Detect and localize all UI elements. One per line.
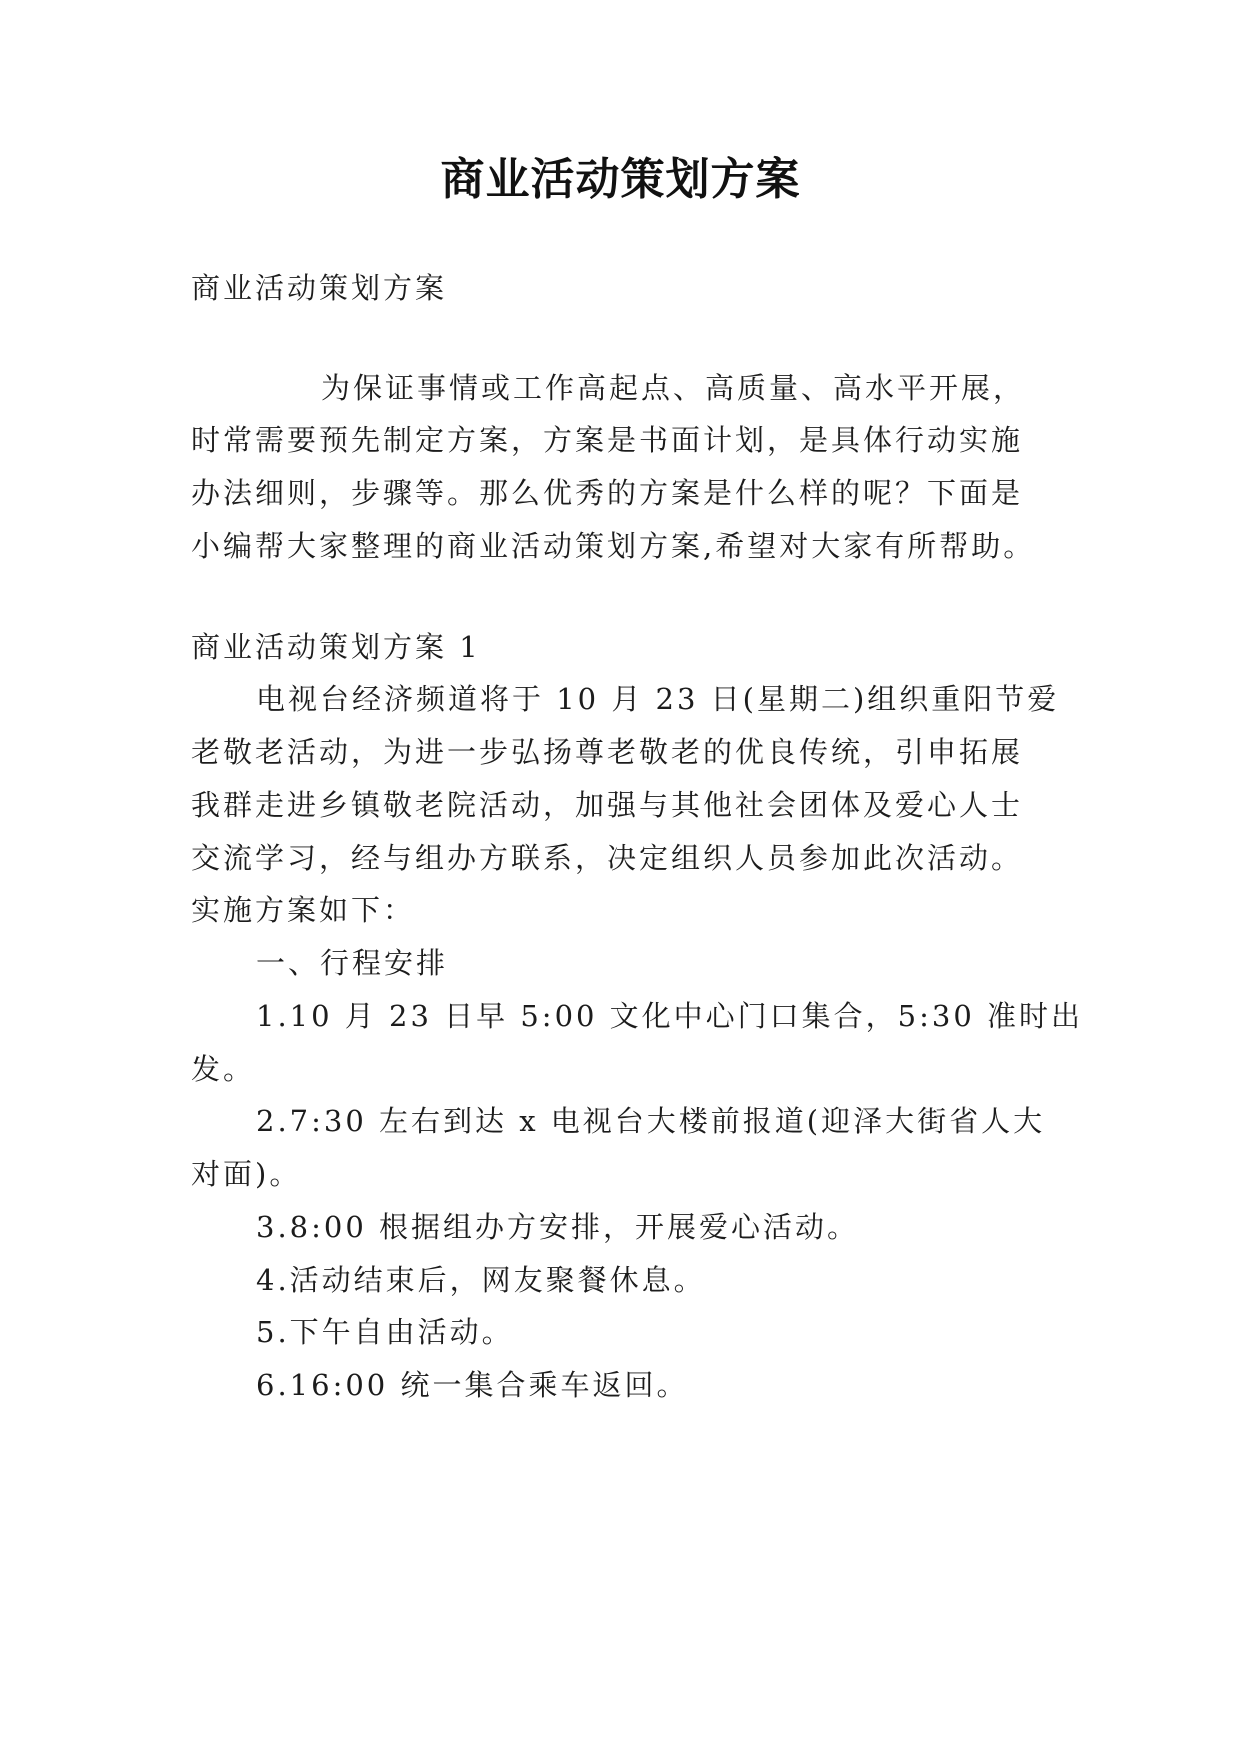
section-heading: 商业活动策划方案 1	[191, 630, 481, 664]
schedule-item: 2.7:30 左右到达 x 电视台大楼前报道(迎泽大街省人大	[256, 1104, 1046, 1138]
schedule-item: 6.16:00 统一集合乘车返回。	[256, 1368, 689, 1402]
schedule-heading: 一、行程安排	[256, 946, 449, 980]
schedule-item: 3.8:00 根据组办方安排，开展爱心活动。	[256, 1210, 860, 1244]
body-line: 实施方案如下：	[191, 893, 416, 927]
body-line: 电视台经济频道将于 10 月 23 日(星期二)组织重阳节爱	[256, 682, 1060, 716]
body-line: 交流学习，经与组办方联系，决定组织人员参加此次活动。	[191, 841, 1024, 875]
intro-line: 小编帮大家整理的商业活动策划方案,希望对大家有所帮助。	[191, 529, 1036, 563]
document-subtitle: 商业活动策划方案	[191, 271, 448, 305]
schedule-item: 5.下午自由活动。	[256, 1315, 514, 1349]
document-title: 商业活动策划方案	[440, 154, 801, 205]
schedule-item: 对面)。	[191, 1157, 302, 1191]
body-line: 老敬老活动，为进一步弘扬尊老敬老的优良传统，引申拓展	[191, 735, 1024, 769]
intro-line: 办法细则，步骤等。那么优秀的方案是什么样的呢？下面是	[191, 476, 1024, 510]
body-line: 我群走进乡镇敬老院活动，加强与其他社会团体及爱心人士	[191, 788, 1024, 822]
schedule-item: 1.10 月 23 日早 5:00 文化中心门口集合，5:30 准时出	[256, 999, 1084, 1033]
intro-line: 为保证事情或工作高起点、高质量、高水平开展，	[321, 371, 1026, 405]
intro-line: 时常需要预先制定方案，方案是书面计划，是具体行动实施	[191, 423, 1024, 457]
schedule-item: 发。	[191, 1052, 256, 1086]
schedule-item: 4.活动结束后，网友聚餐休息。	[256, 1263, 706, 1297]
